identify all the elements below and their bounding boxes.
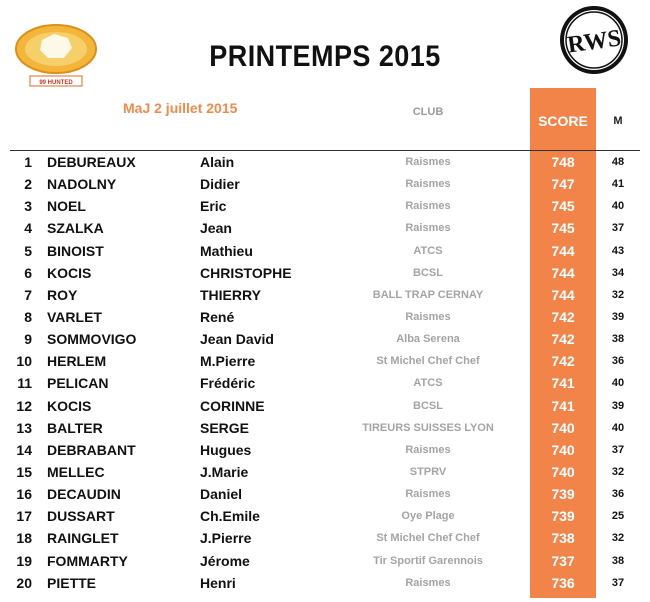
rank: 15 <box>16 463 32 480</box>
first-name: Ch.Emile <box>200 508 260 525</box>
last-name: HERLEM <box>47 353 107 370</box>
rank: 4 <box>24 220 32 237</box>
first-name: M.Pierre <box>200 353 256 370</box>
last-name: BALTER <box>47 419 103 436</box>
m-value: 32 <box>611 465 625 478</box>
rank: 5 <box>24 242 32 259</box>
table-row <box>0 241 650 263</box>
m-value: 37 <box>611 443 625 456</box>
club-name: Raismes <box>405 443 451 456</box>
rank: 19 <box>16 552 32 569</box>
first-name: THIERRY <box>200 286 261 303</box>
table-row <box>0 218 650 240</box>
last-name: BINOIST <box>47 242 104 259</box>
last-name: NADOLNY <box>47 176 117 193</box>
m-value: 38 <box>611 333 625 346</box>
m-value: 39 <box>611 399 625 412</box>
m-value: 37 <box>611 576 625 589</box>
score-value: 748 <box>551 154 575 170</box>
last-name: DEBUREAUX <box>47 154 136 170</box>
first-name: Frédéric <box>200 375 256 392</box>
table-row <box>0 329 650 351</box>
m-value: 39 <box>611 310 625 323</box>
rank: 20 <box>16 574 32 591</box>
first-name: Mathieu <box>200 242 253 259</box>
table-row <box>0 196 650 218</box>
score-value: 736 <box>551 574 575 591</box>
rank: 18 <box>16 530 32 547</box>
rank: 16 <box>16 486 32 503</box>
last-name: KOCIS <box>47 264 92 281</box>
last-name: PELICAN <box>47 375 109 392</box>
m-value: 37 <box>611 222 625 235</box>
table-row <box>0 418 650 440</box>
rank: 8 <box>24 308 32 325</box>
table-row <box>0 351 650 373</box>
club-name: Alba Serena <box>396 333 460 346</box>
m-value: 40 <box>611 377 625 390</box>
rank: 13 <box>16 419 32 436</box>
table-row <box>0 440 650 462</box>
last-name: DEBRABANT <box>47 441 136 458</box>
score-value: 741 <box>551 375 575 392</box>
club-name: Tir Sportif Garennois <box>373 554 483 567</box>
club-name: TIREURS SUISSES LYON <box>362 421 494 434</box>
header-divider <box>10 150 640 151</box>
club-name: BCSL <box>413 399 443 412</box>
rank: 12 <box>16 397 32 414</box>
m-column-header: M <box>613 115 623 127</box>
score-value: 742 <box>551 308 575 325</box>
last-name: RAINGLET <box>47 530 119 547</box>
club-name: Raismes <box>405 222 451 235</box>
club-name: Raismes <box>405 200 451 213</box>
score-value: 739 <box>551 508 575 525</box>
last-name: SOMMOVIGO <box>47 331 137 348</box>
m-value: 36 <box>611 355 625 368</box>
table-row <box>0 307 650 329</box>
last-name: DECAUDIN <box>47 486 121 503</box>
table-row <box>0 528 650 550</box>
page-title: PRINTEMPS 2015 <box>209 40 441 73</box>
club-name: BCSL <box>413 266 443 279</box>
club-name: STPRV <box>409 465 447 478</box>
rank: 10 <box>16 353 32 370</box>
m-value: 41 <box>611 178 625 191</box>
table-row <box>0 462 650 484</box>
first-name: Didier <box>200 176 240 193</box>
club-name: ATCS <box>413 244 443 257</box>
table-row <box>0 484 650 506</box>
table-row <box>0 573 650 595</box>
rank: 17 <box>16 508 32 525</box>
m-value: 38 <box>611 554 625 567</box>
score-value: 740 <box>551 463 575 480</box>
last-name: FOMMARTY <box>47 552 128 569</box>
first-name: Daniel <box>200 486 243 503</box>
rank: 9 <box>24 331 32 348</box>
first-name: Jean <box>200 220 232 237</box>
m-value: 34 <box>611 266 625 279</box>
score-value: 742 <box>551 331 575 348</box>
club-name: St Michel Chef Chef <box>376 532 480 545</box>
club-name: Oye Plage <box>401 510 455 523</box>
first-name: Jean David <box>200 331 274 348</box>
rank: 11 <box>17 375 32 392</box>
first-name: Henri <box>200 574 236 591</box>
club-column-header: CLUB <box>412 106 444 118</box>
score-value: 740 <box>551 441 575 458</box>
first-name: J.Marie <box>200 463 249 480</box>
table-row <box>0 285 650 307</box>
first-name: René <box>200 308 235 325</box>
score-value: 742 <box>551 353 575 370</box>
score-value: 741 <box>551 397 575 414</box>
score-value: 745 <box>551 220 575 237</box>
first-name: Eric <box>200 198 227 215</box>
score-value: 738 <box>551 530 575 547</box>
table-row <box>0 174 650 196</box>
rank: 14 <box>16 441 32 458</box>
club-name: Raismes <box>405 156 451 168</box>
rank: 7 <box>24 286 32 303</box>
table-row <box>0 152 650 174</box>
club-name: St Michel Chef Chef <box>376 355 480 368</box>
first-name: SERGE <box>200 419 250 436</box>
score-value: 740 <box>551 419 575 436</box>
table-row <box>0 373 650 395</box>
club-name: ATCS <box>413 377 443 390</box>
score-value: 745 <box>551 198 575 215</box>
rank: 1 <box>24 154 32 170</box>
logo-right-text: RWS <box>565 25 623 59</box>
m-value: 32 <box>611 288 625 301</box>
table-row <box>0 263 650 285</box>
m-value: 36 <box>611 488 625 501</box>
last-name: SZALKA <box>47 220 104 237</box>
first-name: Alain <box>200 154 235 170</box>
m-value: 25 <box>611 510 625 523</box>
score-value: 747 <box>551 176 575 193</box>
last-name: DUSSART <box>47 508 115 525</box>
logo-left-text: 99 HUNTED <box>39 80 73 86</box>
club-name: Raismes <box>405 488 451 501</box>
table-row <box>0 396 650 418</box>
table-row <box>0 506 650 528</box>
last-name: PIETTE <box>47 574 97 591</box>
first-name: Jérome <box>200 552 250 569</box>
update-date: MaJ 2 juillet 2015 <box>123 100 238 116</box>
club-name: BALL TRAP CERNAY <box>372 288 484 301</box>
m-value: 48 <box>611 156 625 168</box>
ranking-table <box>0 152 650 595</box>
first-name: CORINNE <box>200 397 265 414</box>
club-name: Raismes <box>405 310 451 323</box>
m-value: 43 <box>611 244 625 257</box>
rank: 3 <box>24 198 32 215</box>
score-column-header: SCORE <box>538 113 588 129</box>
score-value: 744 <box>551 264 575 281</box>
rank: 2 <box>24 176 32 193</box>
table-row <box>0 551 650 573</box>
first-name: CHRISTOPHE <box>200 264 292 281</box>
m-value: 32 <box>611 532 625 545</box>
rank: 6 <box>24 264 32 281</box>
score-value: 744 <box>551 242 575 259</box>
score-value: 739 <box>551 486 575 503</box>
m-value: 40 <box>611 421 625 434</box>
last-name: MELLEC <box>47 463 105 480</box>
club-name: Raismes <box>405 178 451 191</box>
first-name: Hugues <box>200 441 252 458</box>
score-value: 744 <box>551 286 575 303</box>
last-name: ROY <box>47 286 78 303</box>
last-name: NOEL <box>47 198 86 215</box>
m-value: 40 <box>611 200 625 213</box>
club-name: Raismes <box>405 576 451 589</box>
last-name: KOCIS <box>47 397 92 414</box>
first-name: J.Pierre <box>200 530 252 547</box>
score-value: 737 <box>551 552 575 569</box>
last-name: VARLET <box>47 308 102 325</box>
